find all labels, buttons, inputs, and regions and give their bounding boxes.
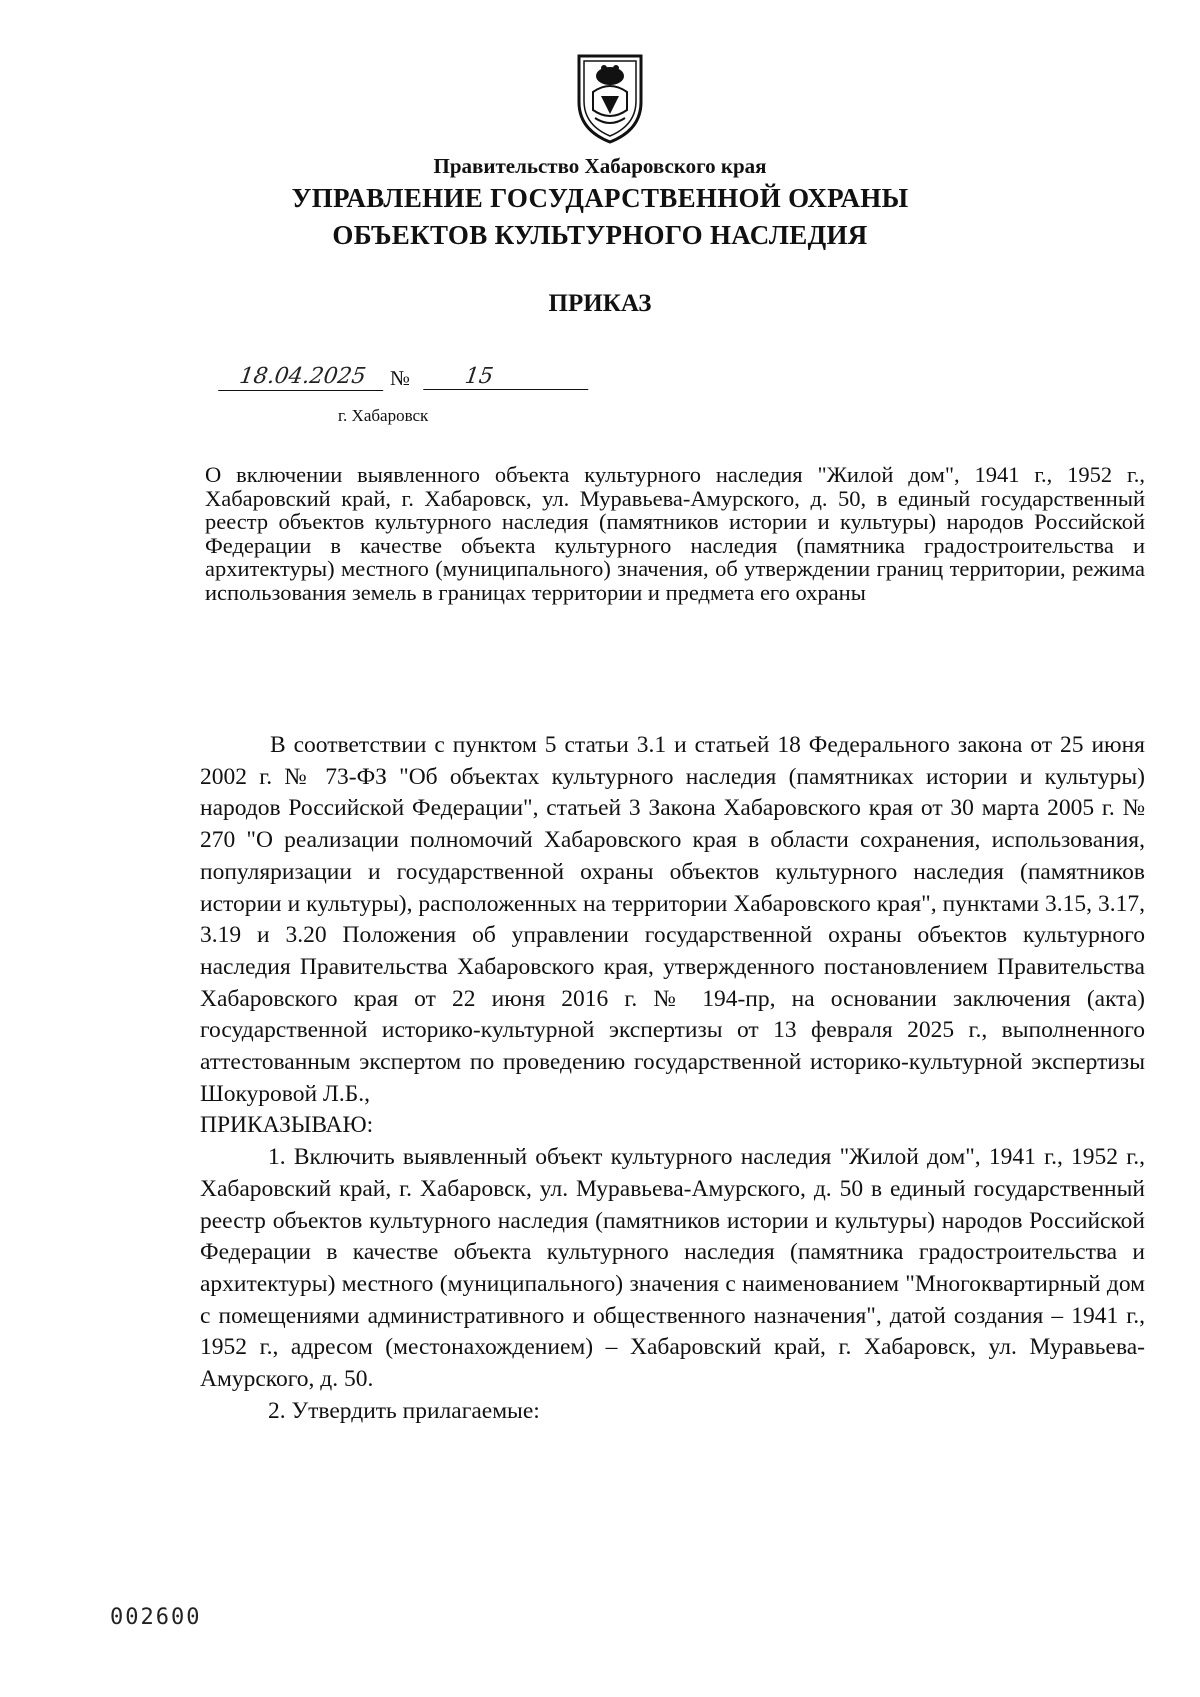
department-name-line2: ОБЪЕКТОВ КУЛЬТУРНОГО НАСЛЕДИЯ xyxy=(332,220,868,250)
order-body xyxy=(200,730,1145,1427)
coat-of-arms-icon xyxy=(573,52,647,146)
government-name: Правительство Хабаровского края xyxy=(433,154,767,178)
serial-number: 002600 xyxy=(110,1605,202,1630)
document-type: ПРИКАЗ xyxy=(548,290,652,317)
department-name-line1: УПРАВЛЕНИЕ ГОСУДАРСТВЕННОЙ ОХРАНЫ xyxy=(291,183,909,213)
city: г. Хабаровск xyxy=(338,406,429,425)
number-sign: № xyxy=(390,366,411,390)
order-subject: О включении выявленного объекта культурного наследия "Жилой дом", 1941 г., 1952 г., Хабаровский край, г. Хабаровск, ул. Муравьева-Амурского, д. 50, в единый государственный реестр объектов культурного наследия (памятников истории и культуры) народов Российской Федерации в качестве объекта культурного наследия (памятника градостроительства и архитектуры) местного (муниципального) значения, об утверждении границ территории, режима использования земель в границах территории и предмета его охраны xyxy=(205,462,1145,605)
item-1: 1. Включить выявленный объект культурного наследия "Жилой дом", 1941 г., 1952 г., Хабаровский край, г. Хабаровск, ул. Муравьева-Амурского, д. 50 в единый государственный реестр объектов культурного наследия (памятников истории и культуры) народов Российской Федерации в качестве объекта культурного наследия (памятника градостроительства и архитектуры) местного (муниципального) значения с наименованием "Многоквартирный дом с помещениями административного и общественного назначения", датой создания – 1941 г., 1952 г., адресом (местонахождением) – Хабаровский край, г. Хабаровск, ул. Муравьева-Амурского, д. 50. xyxy=(200,1144,1145,1393)
preamble: В соответствии с пунктом 5 статьи 3.1 и статьей 18 Федерального закона от 25 июня 2002 г. № 73-ФЗ "Об объектах культурного наследия (памятниках истории и культуры) народов Российской Федерации", статьей 3 Закона Хабаровского края от 30 марта 2005 г. № 270 "О реализации полномочий Хабаровского края в области сохранения, использования, популяризации и государственной охраны объектов культурного наследия (памятников истории и культуры), расположенных на территории Хабаровского края", пунктами 3.15, 3.17, 3.19 и 3.20 Положения об управлении государственной охраны объектов культурного наследия Правительства Хабаровского края, утвержденного постановлением Правительства Хабаровского края от 22 июня 2016 г. № 194-пр, на основании заключения (акта) государственной историко-культурной экспертизы от 13 февраля 2025 г., выполненного аттестованным экспертом по проведению государственной историко-культурной экспертизы Шокуровой Л.Б., xyxy=(200,732,1145,1107)
order-number: 15 xyxy=(423,364,592,390)
order-date: 18.04.2025 xyxy=(218,364,387,391)
item-2: 2. Утвердить прилагаемые: xyxy=(268,1397,540,1424)
order-date-number xyxy=(200,364,600,404)
command: ПРИКАЗЫВАЮ: xyxy=(200,1112,374,1139)
